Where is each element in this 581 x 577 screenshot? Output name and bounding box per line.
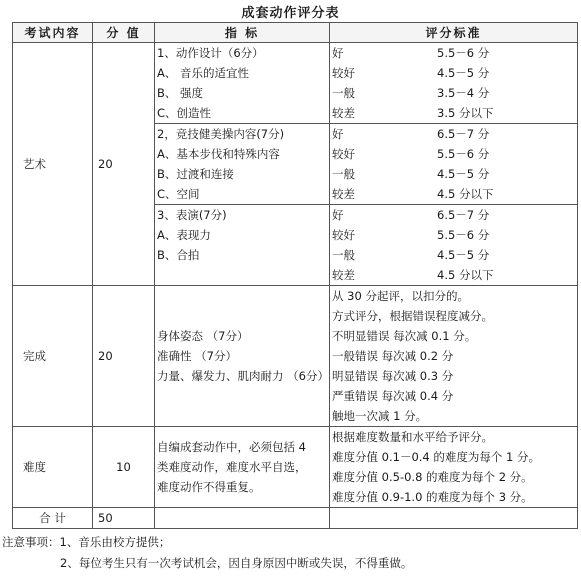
indicator-line: 难度动作不得重复。	[157, 480, 261, 494]
indicator-cell	[155, 286, 330, 427]
score-range: 5.5－6 分	[437, 147, 490, 161]
points-completion: 20	[93, 286, 155, 427]
indicator-line: 1、动作设计（6分）	[157, 46, 264, 60]
table-title: 成套动作评分表	[241, 6, 340, 21]
level-label: 好	[332, 46, 344, 60]
header-indicator: 指 标	[155, 23, 330, 43]
level-label: 较差	[332, 187, 355, 201]
score-range: 4.5 分以下	[437, 187, 494, 201]
level-label: 较差	[332, 106, 355, 120]
criteria-line: 明显错误 每次减 0.3 分	[332, 369, 454, 383]
score-range: 4.5－5 分	[437, 248, 490, 262]
category-art: 艺术	[13, 43, 93, 286]
level-label: 较好	[332, 147, 355, 161]
indicator-line: 类难度动作，难度水平自选，	[157, 460, 307, 474]
score-range: 5.5－6 分	[437, 228, 490, 242]
indicator-line: C、创造性	[157, 106, 212, 120]
header-criteria: 评分标准	[330, 23, 578, 43]
level-label: 较好	[332, 228, 355, 242]
criteria-line: 根据难度数量和水平给予评分。	[332, 430, 493, 444]
category-difficulty: 难度	[13, 427, 93, 508]
criteria-line: 严重错误 每次减 0.4 分	[332, 389, 454, 403]
table-row	[13, 286, 578, 427]
score-range: 4.5 分以下	[437, 268, 494, 282]
indicator-cell	[155, 124, 330, 205]
score-range: 4.5－5 分	[437, 66, 490, 80]
indicator-line: B、过渡和连接	[157, 167, 234, 181]
indicator-line: 身体姿态 （7分）	[157, 329, 249, 343]
level-label: 较差	[332, 268, 355, 282]
points-difficulty: 10	[93, 427, 155, 508]
indicator-line: 自编成套动作中，必须包括 4	[157, 440, 306, 454]
scoring-table	[12, 22, 578, 529]
total-row	[13, 508, 578, 529]
level-label: 一般	[332, 248, 355, 262]
criteria-line: 不明显错误 每次减 0.1 分。	[332, 329, 477, 343]
indicator-cell	[155, 43, 330, 124]
indicator-line: A、表现力	[157, 228, 211, 242]
criteria-cell	[330, 205, 578, 286]
indicator-line: 2，竞技健美操内容(7分)	[157, 127, 285, 141]
level-label: 一般	[332, 86, 355, 100]
note-line: 注意事项：1、音乐由校方提供；	[2, 535, 171, 549]
table-row	[13, 43, 578, 124]
category-completion: 完成	[13, 286, 93, 427]
level-label: 一般	[332, 167, 355, 181]
note-line: 2、每位考生只有一次考试机会，因自身原因中断或失误，不得重做。	[60, 556, 413, 570]
criteria-line: 难度分值 0.9-1.0 的难度为每个 3 分。	[332, 490, 533, 504]
indicator-cell	[155, 427, 330, 508]
header-points: 分 值	[93, 23, 155, 43]
level-label: 较好	[332, 66, 355, 80]
indicator-line: C、空间	[157, 187, 200, 201]
level-label: 好	[332, 127, 344, 141]
criteria-line: 方式评分，根据错误程度减分。	[332, 309, 493, 323]
indicator-line: 准确性 （7分）	[157, 349, 237, 363]
score-range: 6.5－7 分	[437, 127, 490, 141]
score-range: 6.5－7 分	[437, 208, 490, 222]
indicator-line: B、 强度	[157, 86, 204, 100]
header-content: 考试内容	[13, 23, 93, 43]
criteria-line: 从 30 分起评，以扣分的。	[332, 289, 469, 303]
criteria-cell	[330, 427, 578, 508]
criteria-cell	[330, 124, 578, 205]
indicator-line: A、 音乐的适宜性	[157, 66, 250, 80]
indicator-line: 3、表演(7分)	[157, 208, 227, 222]
total-label: 合 计	[13, 508, 93, 529]
criteria-line: 难度分值 0.5-0.8 的难度为每个 2 分。	[332, 470, 533, 484]
level-label: 好	[332, 208, 344, 222]
total-points: 50	[93, 508, 155, 529]
score-range: 3.5 分以下	[437, 106, 494, 120]
points-art: 20	[93, 43, 155, 286]
indicator-line: A、基本步伐和特殊内容	[157, 147, 280, 161]
criteria-cell	[330, 43, 578, 124]
indicator-line: B、合拍	[157, 248, 200, 262]
indicator-cell	[155, 205, 330, 286]
criteria-line: 触地一次减 1 分。	[332, 409, 428, 423]
criteria-line: 一般错误 每次减 0.2 分	[332, 349, 454, 363]
criteria-cell	[330, 286, 578, 427]
table-row	[13, 427, 578, 508]
indicator-line: 力量、爆发力、肌肉耐力 （6分）	[157, 369, 329, 383]
score-range: 5.5－6 分	[437, 46, 490, 60]
score-range: 4.5－5 分	[437, 167, 490, 181]
criteria-line: 难度分值 0.1－0.4 的难度为每个 1 分。	[332, 450, 541, 464]
score-range: 3.5－4 分	[437, 86, 490, 100]
header-row	[13, 23, 578, 43]
notes	[0, 532, 412, 574]
